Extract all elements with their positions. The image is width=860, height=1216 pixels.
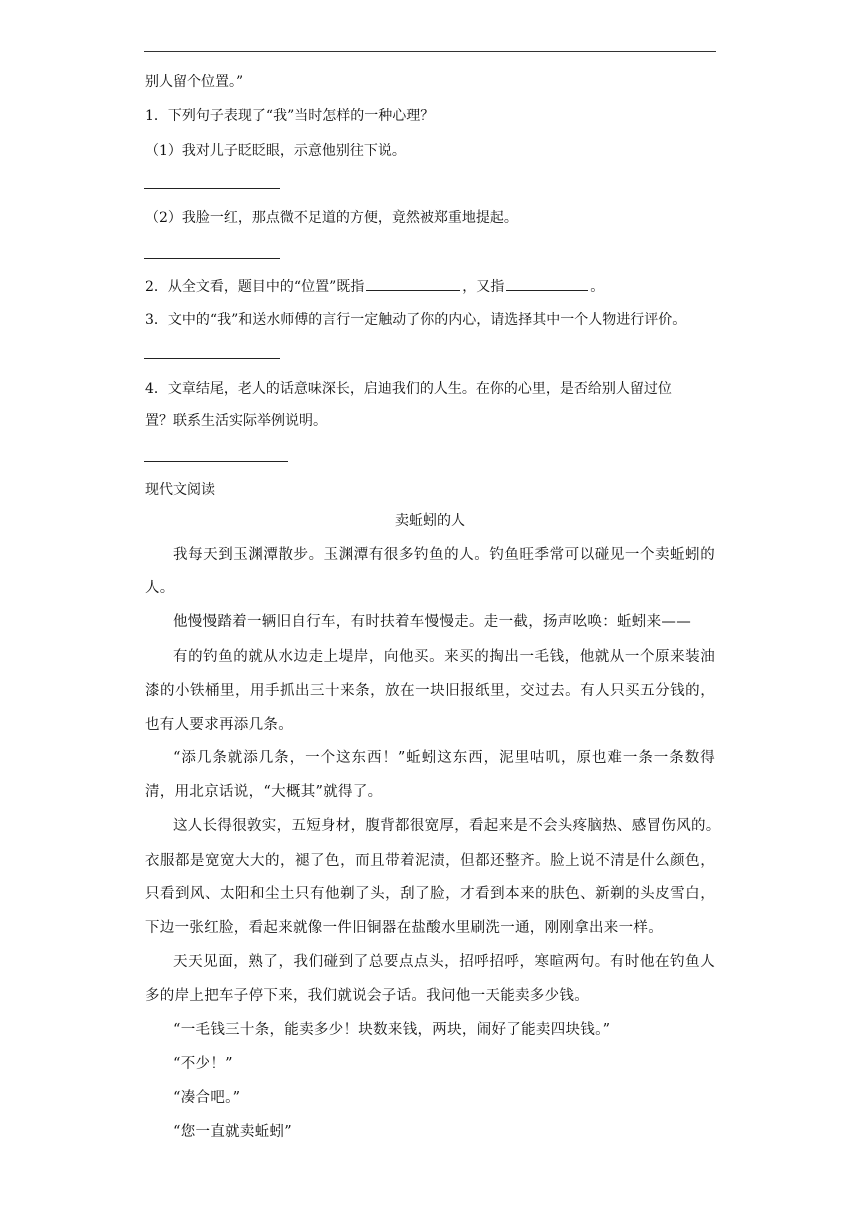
answer-line-4 [144, 461, 288, 462]
intro-tail: 别人留个位置。” [145, 74, 244, 90]
article-line: 也有人要求再添几条。 [145, 717, 293, 733]
question-3: 3．文中的“我”和送水师傅的言行一定触动了你的内心，请选择其中一个人物进行评价。 [145, 312, 687, 328]
article-line: 多的岸上把车子停下来，我们就说会子话。我问他一天能卖多少钱。 [145, 988, 589, 1004]
article-line: 天天见面，熟了，我们碰到了总要点点头，招呼招呼，寒暄两句。有时他在钓鱼人 [173, 954, 715, 970]
answer-line-2 [144, 258, 280, 259]
article-line: “您一直就卖蚯蚓” [173, 1124, 293, 1140]
question-2-before: 2．从全文看，题目中的“位置”既指 [145, 279, 365, 295]
article-line: 人。 [145, 580, 175, 596]
article-line: 漆的小铁桶里，用手抓出三十来条，放在一块旧报纸里，交过去。有人只买五分钱的， [145, 683, 715, 699]
question-1-sub-2: （2）我脸一红，那点微不足道的方便，竟然被郑重地提起。 [145, 210, 518, 226]
question-2-blank-1 [366, 276, 460, 291]
article-line: 下边一张红脸，看起来就像一件旧铜器在盐酸水里刷洗一通，刚刚拿出来一样。 [145, 920, 663, 936]
answer-line-3 [144, 358, 280, 359]
article-line: 这人长得很敦实，五短身材，腹背都很宽厚，看起来是不会头疼脑热、感冒伤风的。 [173, 818, 721, 834]
article-line: 他慢慢踏着一辆旧自行车，有时扶着车慢慢走。走一截，扬声吆唤：蚯蚓来—— [173, 614, 691, 630]
question-2 [145, 276, 604, 297]
question-1-sub-1: （1）我对儿子眨眨眼，示意他别往下说。 [145, 143, 406, 159]
section-heading: 现代文阅读 [145, 482, 215, 498]
article-line: “凑合吧。” [173, 1090, 241, 1106]
article-line: “不少！” [173, 1056, 233, 1072]
question-2-blank-2 [506, 276, 588, 291]
article-line: “一毛钱三十条，能卖多少！块数来钱，两块，闹好了能卖四块钱。” [173, 1022, 611, 1038]
article-line: 我每天到玉渊潭散步。玉渊潭有很多钓鱼的人。钓鱼旺季常可以碰见一个卖蚯蚓的 [173, 547, 715, 563]
article-line: 清，用北京话说，“大概其”就得了。 [145, 784, 383, 800]
article-line: 有的钓鱼的就从水边走上堤岸，向他买。来买的掏出一毛钱，他就从一个原来装油 [173, 649, 715, 665]
header-rule [144, 51, 716, 52]
answer-line-1 [144, 188, 280, 189]
question-1-stem: 1．下列句子表现了“我”当时怎样的一种心理？ [145, 108, 435, 124]
question-2-after: 。 [590, 279, 605, 295]
article-line: 只看到风、太阳和尘土只有他剃了头，刮了脸，才看到本来的肤色、新剃的头皮雪白， [145, 886, 715, 902]
question-4-line-1: 4．文章结尾，老人的话意味深长，启迪我们的人生。在你的心里，是否给别人留过位 [145, 381, 672, 397]
article-line: “添几条就添几条，一个这东西！”蚯蚓这东西，泥里咕叽，原也难一条一条数得 [173, 750, 715, 766]
question-4-line-2: 置？联系生活实际举例说明。 [145, 413, 327, 429]
article-line: 衣服都是宽宽大大的，褪了色，而且带着泥渍，但都还整齐。脸上说不清是什么颜色， [145, 853, 715, 869]
article-title: 卖蚯蚓的人 [395, 513, 465, 529]
question-2-middle: ，又指 [462, 279, 505, 295]
